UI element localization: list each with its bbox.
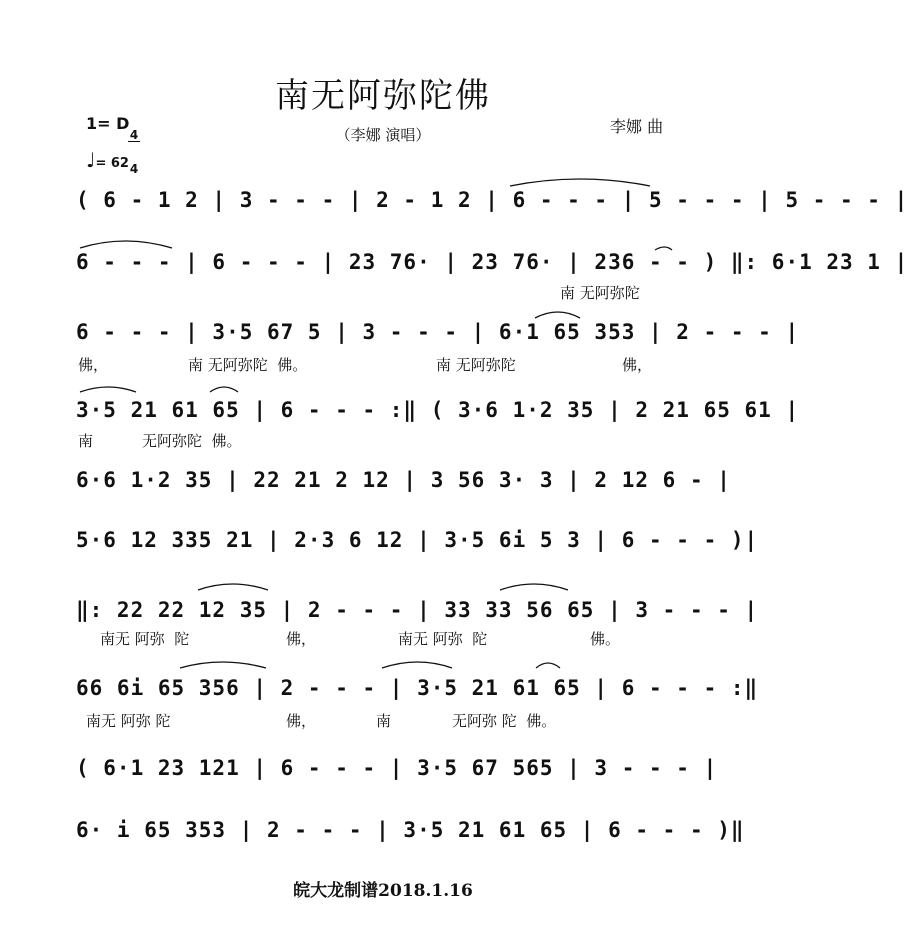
slur-arc (210, 387, 238, 392)
lyric-text: 南 无阿弥陀 佛。 (188, 356, 308, 374)
time-signature-top: 4 (129, 128, 139, 142)
song-title: 南无阿弥陀佛 (275, 76, 491, 116)
slur-arc (536, 663, 560, 668)
time-signature-bottom: 4 (129, 162, 139, 176)
notation-line: 6 - - - | 6 - - - | 23 76· | 23 76· | 236 - - ) ‖: 6·1 23 1 | (76, 250, 908, 274)
lyric-text: 佛， (286, 712, 317, 730)
lyric-text: 南无 阿弥 陀 (86, 712, 171, 730)
notation-line: ( 6 - 1 2 | 3 - - - | 2 - 1 2 | 6 - - - | 5 - - - | 5 - - - | (76, 188, 908, 212)
lyric-text: 南无 阿弥 陀 (398, 630, 488, 648)
slur-arc (500, 584, 568, 590)
key-signature: 1= D (86, 114, 130, 133)
slur-arc (180, 662, 266, 668)
tie-arc (80, 241, 172, 248)
lyric-text: 无阿弥 陀 佛。 (452, 712, 557, 730)
lyric-text: 南 无阿弥陀 (560, 284, 640, 302)
notation-line: 5·6 12 335 21 | 2·3 6 12 | 3·5 6i 5 3 | 6 - - - )| (76, 528, 759, 552)
notation-line: 6 - - - | 3·5 67 5 | 3 - - - | 6·1 65 353 | 2 - - - | (76, 320, 800, 344)
tempo-value: = 62 (95, 156, 129, 171)
quarter-note-icon: ♩ (86, 148, 96, 172)
lyric-text: 南 无阿弥陀 (436, 356, 516, 374)
lyric-text: 南无 阿弥 陀 (100, 630, 190, 648)
performer-credit: （李娜 演唱） (335, 126, 431, 144)
notation-line: ‖: 22 22 12 35 | 2 - - - | 33 33 56 65 | 3 - - - | (76, 598, 759, 622)
transcriber-credit: 皖大龙制谱2018.1.16 (293, 881, 473, 901)
notation-line: 6· i 65 353 | 2 - - - | 3·5 21 61 65 | 6 - - - )‖ (76, 818, 745, 842)
lyric-text: 佛。 (590, 630, 621, 648)
lyric-text: 佛， (78, 356, 109, 374)
lyric-text: 无阿弥陀 佛。 (142, 432, 242, 450)
notation-line: 66 6i 65 356 | 2 - - - | 3·5 21 61 65 | 6 - - - :‖ (76, 676, 759, 700)
lyric-text: 南 (376, 712, 392, 730)
notation-line: 3·5 21 61 65 | 6 - - - :‖ ( 3·6 1·2 35 | 2 21 65 61 | (76, 398, 800, 422)
lyric-text: 佛， (286, 630, 317, 648)
notation-line: ( 6·1 23 121 | 6 - - - | 3·5 67 565 | 3 - - - | (76, 756, 718, 780)
slur-arc (655, 247, 672, 250)
notation-line: 6·6 1·2 35 | 22 21 2 12 | 3 56 3· 3 | 2 12 6 - | (76, 468, 731, 492)
slur-arc (382, 662, 452, 668)
slur-arc (535, 312, 580, 318)
slur-arc (198, 584, 268, 590)
lyric-text: 佛， (622, 356, 653, 374)
tie-arc (510, 179, 650, 186)
slur-arc (80, 387, 136, 392)
lyric-text: 南 (78, 432, 94, 450)
composer-credit: 李娜 曲 (610, 117, 664, 136)
